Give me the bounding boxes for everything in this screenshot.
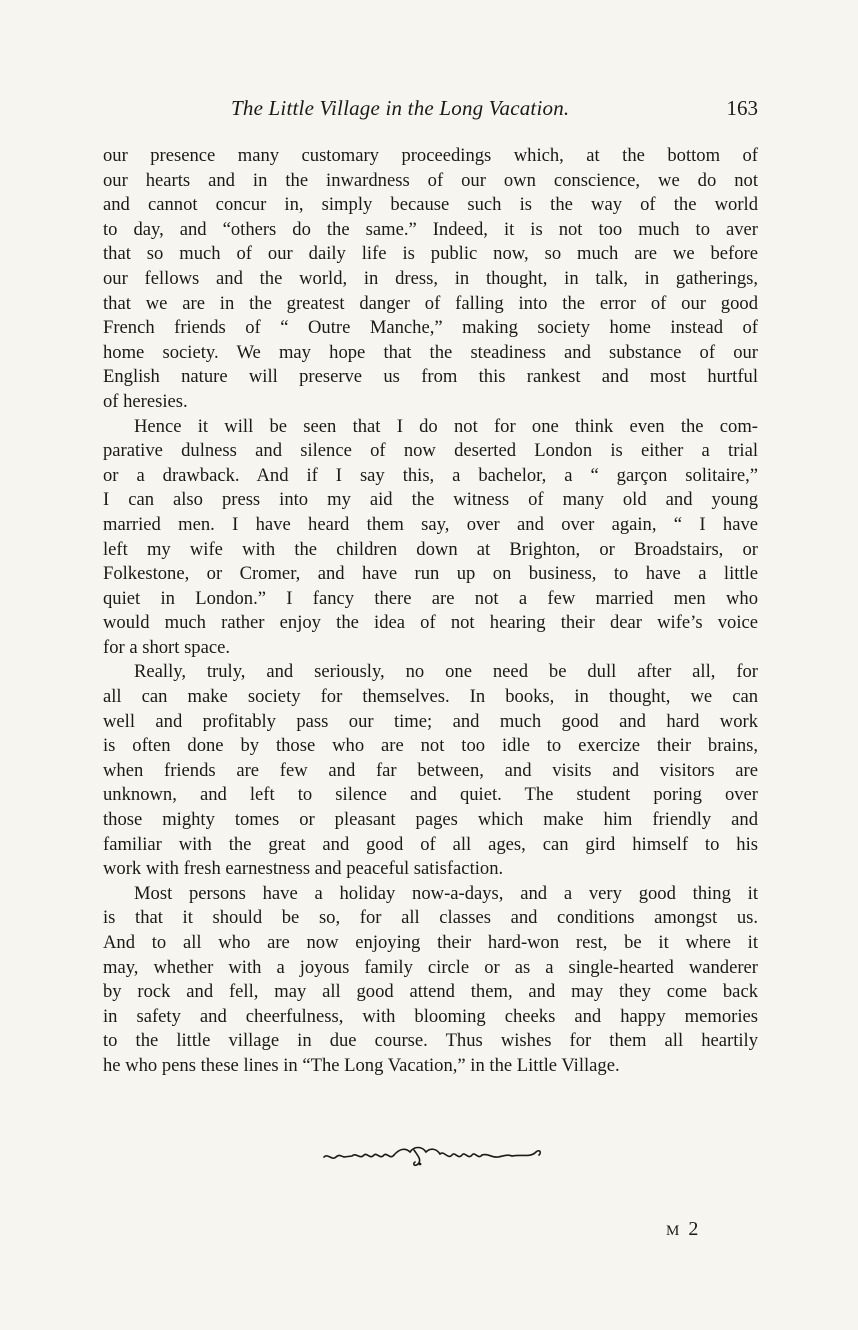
text-line: is often done by those who are not too idle to exercize their brains, — [103, 735, 758, 757]
text-line: to day, and “others do the same.” Indeed, it is not too much to aver — [103, 218, 758, 240]
text-line: for a short space. — [103, 636, 231, 658]
paragraph — [103, 882, 758, 1079]
page-number: 163 — [726, 96, 758, 120]
text-line: and cannot concur in, simply because such is the way of the world — [103, 194, 758, 216]
tailpiece-flourish-icon — [322, 1140, 544, 1170]
text-line: our fellows and the world, in dress, in thought, in talk, in gatherings, — [103, 267, 758, 289]
text-line: French friends of “ Outre Manche,” making society home instead of — [103, 317, 758, 339]
text-line: our hearts and in the inwardness of our own conscience, we do not — [103, 169, 758, 191]
text-line: he who pens these lines in “The Long Vacation,” in the Little Village. — [103, 1054, 620, 1076]
text-line: quiet in London.” I fancy there are not a few married men who — [103, 587, 758, 609]
text-line: is that it should be so, for all classes and conditions amongst us. — [103, 907, 758, 929]
text-line: would much rather enjoy the idea of not hearing their dear wife’s voice — [103, 612, 758, 634]
text-line: our presence many customary proceedings which, at the bottom of — [103, 145, 758, 166]
text-line: of heresies. — [103, 390, 188, 412]
text-line: Most persons have a holiday now-a-days, and a very good thing it — [134, 882, 758, 904]
text-line: And to all who are now enjoying their hard-won rest, be it where it — [103, 932, 758, 953]
text-line: English nature will preserve us from this rankest and most hurtful — [103, 366, 758, 388]
text-line: parative dulness and silence of now deserted London is either a trial — [103, 440, 758, 462]
text-line: Hence it will be seen that I do not for one think even the com- — [134, 415, 758, 437]
running-title: The Little Village in the Long Vacation. — [231, 96, 570, 120]
text-line: unknown, and left to silence and quiet. The student poring over — [103, 784, 758, 806]
signature-mark — [666, 1218, 702, 1241]
paragraph — [103, 660, 758, 881]
text-line: familiar with the great and good of all ages, can gird himself to his — [103, 833, 758, 855]
text-line: home society. We may hope that the steadiness and substance of our — [103, 341, 758, 363]
text-line: married men. I have heard them say, over and over again, “ I have — [103, 513, 758, 535]
text-line: I can also press into my aid the witness of many old and young — [103, 489, 758, 511]
text-line: to the little village in due course. Thus wishes for them all heartily — [103, 1030, 758, 1052]
running-header — [103, 96, 758, 122]
text-line: by rock and fell, may all good attend them, and may they come back — [103, 981, 758, 1003]
text-line: Folkestone, or Cromer, and have run up on business, to have a little — [103, 563, 758, 585]
text-line: that we are in the greatest danger of falling into the error of our good — [103, 292, 758, 314]
signature-letter: M — [666, 1223, 680, 1239]
body-text — [103, 144, 758, 1079]
text-line: all can make society for themselves. In books, in thought, we can — [103, 686, 758, 708]
text-line: or a drawback. And if I say this, a bachelor, a “ garçon solitaire,” — [103, 464, 758, 486]
text-line: well and profitably pass our time; and much good and hard work — [103, 710, 758, 732]
text-line: may, whether with a joyous family circle or as a single-hearted wanderer — [103, 956, 758, 978]
paragraph — [103, 415, 758, 661]
signature-number: 2 — [688, 1218, 703, 1240]
text-line: when friends are few and far between, and visits and visitors are — [103, 759, 758, 781]
paragraph — [103, 144, 758, 415]
text-line: those mighty tomes or pleasant pages which make him friendly and — [103, 809, 758, 831]
text-line: in safety and cheerfulness, with blooming cheeks and happy memories — [103, 1005, 758, 1027]
text-line: Really, truly, and seriously, no one need be dull after all, for — [134, 661, 758, 683]
text-line: left my wife with the children down at Brighton, or Broadstairs, or — [103, 538, 758, 560]
text-line: work with fresh earnestness and peaceful satisfaction. — [103, 858, 504, 880]
text-line: that so much of our daily life is public now, so much are we before — [103, 243, 758, 265]
